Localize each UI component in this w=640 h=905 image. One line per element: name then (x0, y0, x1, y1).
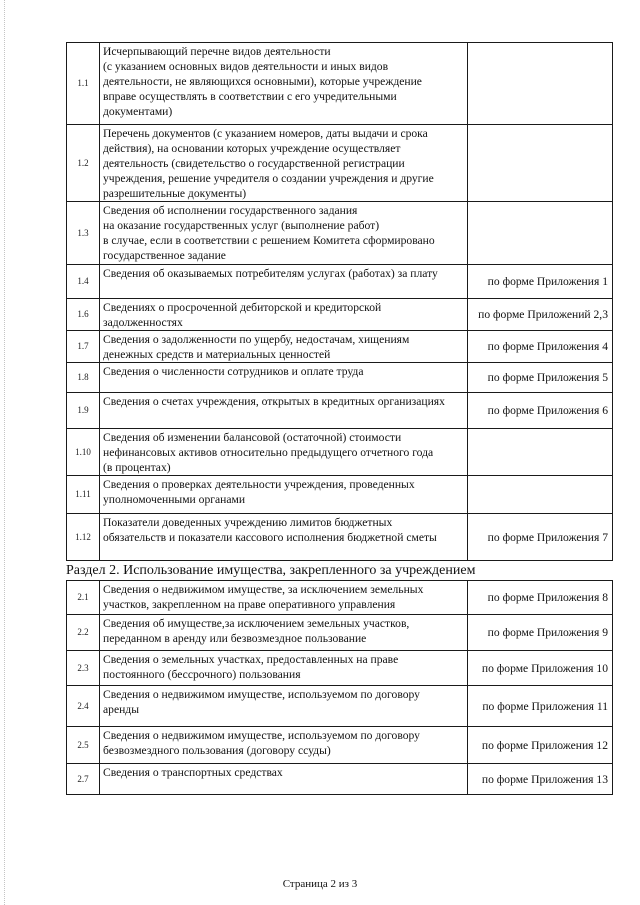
row-form-reference: по форме Приложения 12 (468, 727, 613, 764)
table-row (67, 727, 613, 764)
row-description: Сведения об имуществе,за исключением земельных участков, переданном в аренду или безвозмездное пользование (100, 615, 468, 651)
row-number: 1.7 (67, 331, 100, 363)
row-form-reference: по форме Приложения 4 (468, 331, 613, 363)
row-form-reference (468, 429, 613, 476)
row-form-reference: по форме Приложения 11 (468, 686, 613, 727)
row-description: Сведения о недвижимом имуществе, за исключением земельных участков, закрепленном на праве оперативного управления (100, 581, 468, 615)
row-number: 2.7 (67, 764, 100, 795)
row-description: Сведениях о просроченной дебиторской и кредиторской задолженностях (100, 299, 468, 331)
row-description: Сведения о счетах учреждения, открытых в кредитных организациях (100, 393, 468, 429)
row-number: 1.10 (67, 429, 100, 476)
table-row (67, 43, 613, 125)
table-row (67, 429, 613, 476)
table-row (67, 476, 613, 514)
row-number: 1.6 (67, 299, 100, 331)
table-row (67, 202, 613, 265)
row-description: Сведения о задолженности по ущербу, недостачам, хищениям денежных средств и материальных ценностей (100, 331, 468, 363)
row-form-reference: по форме Приложения 7 (468, 514, 613, 561)
table-row (67, 265, 613, 299)
row-description: Перечень документов (с указанием номеров, даты выдачи и срока действия), на основании которых учреждение осуществляет деятельность (свидетельство о государственной регистрации учреждения, решение учредителя о создании учреждения и другие разрешительные документы) (100, 125, 468, 202)
section2-heading: Раздел 2. Использование имущества, закрепленного за учреждением (66, 563, 476, 578)
row-description: Сведения о численности сотрудников и оплате труда (100, 363, 468, 393)
row-number: 1.1 (67, 43, 100, 125)
row-number: 2.1 (67, 581, 100, 615)
row-form-reference (468, 476, 613, 514)
row-description: Исчерпывающий перечне видов деятельности (с указанием основных видов деятельности и иных видов деятельности, не являющихся основными), которые учреждение вправе осуществлять в соответствии с его учредительными документами) (100, 43, 468, 125)
row-description: Показатели доведенных учреждению лимитов бюджетных обязательств и показатели кассового исполнения бюджетной сметы (100, 514, 468, 561)
row-number: 1.3 (67, 202, 100, 265)
row-form-reference: по форме Приложения 13 (468, 764, 613, 795)
row-form-reference: по форме Приложений 2,3 (468, 299, 613, 331)
row-number: 1.12 (67, 514, 100, 561)
table-row (67, 393, 613, 429)
row-number: 2.4 (67, 686, 100, 727)
row-number: 1.9 (67, 393, 100, 429)
table-row (67, 615, 613, 651)
row-description: Сведения о недвижимом имуществе, используемом по договору безвозмездного пользования (договору ссуды) (100, 727, 468, 764)
row-description: Сведения об изменении балансовой (остаточной) стоимости нефинансовых активов относительно предыдущего отчетного года (в процентах) (100, 429, 468, 476)
scan-edge-line (4, 0, 5, 905)
row-description: Сведения о проверках деятельности учреждения, проведенных уполномоченными органами (100, 476, 468, 514)
row-description: Сведения о земельных участках, предоставленных на праве постоянного (бессрочного) пользования (100, 651, 468, 686)
row-number: 2.2 (67, 615, 100, 651)
table-row (67, 686, 613, 727)
table-row (67, 331, 613, 363)
row-description: Сведения о недвижимом имуществе, используемом по договору аренды (100, 686, 468, 727)
row-number: 1.4 (67, 265, 100, 299)
row-form-reference (468, 43, 613, 125)
row-form-reference (468, 202, 613, 265)
row-form-reference (468, 125, 613, 202)
row-number: 2.5 (67, 727, 100, 764)
table-row (67, 299, 613, 331)
page-number: Страница 2 из 3 (282, 878, 358, 890)
table-row (67, 581, 613, 615)
row-form-reference: по форме Приложения 5 (468, 363, 613, 393)
row-form-reference: по форме Приложения 9 (468, 615, 613, 651)
table-row (67, 125, 613, 202)
table-row (67, 514, 613, 561)
row-description: Сведения о транспортных средствах (100, 764, 468, 795)
row-form-reference: по форме Приложения 1 (468, 265, 613, 299)
table-row (67, 764, 613, 795)
row-form-reference: по форме Приложения 10 (468, 651, 613, 686)
table-row (67, 363, 613, 393)
section1-table (66, 42, 613, 561)
section2-table (66, 580, 613, 795)
table-row (67, 651, 613, 686)
row-description: Сведения об исполнении государственного задания на оказание государственных услуг (выполнение работ) в случае, если в соответствии с решением Комитета сформировано государственное задание (100, 202, 468, 265)
row-number: 1.2 (67, 125, 100, 202)
row-form-reference: по форме Приложения 8 (468, 581, 613, 615)
row-number: 1.11 (67, 476, 100, 514)
row-description: Сведения об оказываемых потребителям услугах (работах) за плату (100, 265, 468, 299)
row-form-reference: по форме Приложения 6 (468, 393, 613, 429)
row-number: 2.3 (67, 651, 100, 686)
row-number: 1.8 (67, 363, 100, 393)
